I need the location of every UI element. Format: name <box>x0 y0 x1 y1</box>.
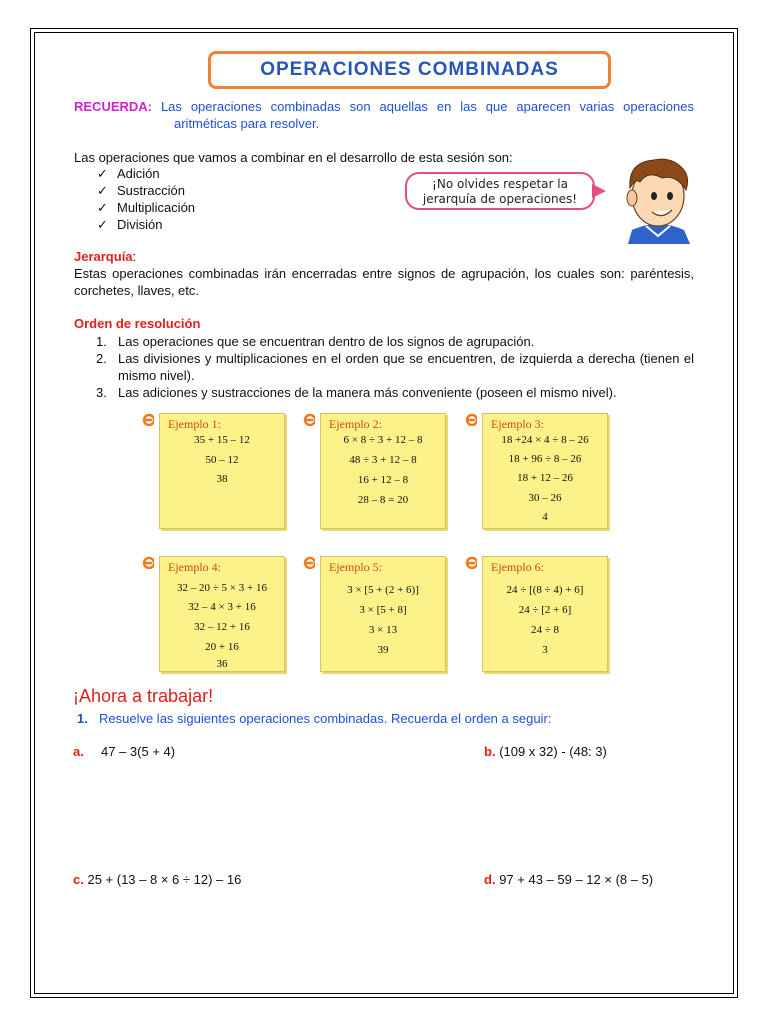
recuerda-block <box>74 98 694 132</box>
jerarquia-heading: Jerarquía: <box>74 249 137 264</box>
example-card-6: Ejemplo 6: 24 ÷ [(8 ÷ 4) + 6] 24 ÷ [2 + 6] 24 ÷ 8 3 <box>482 556 608 672</box>
ring-icon <box>459 413 477 427</box>
bubble-tail <box>592 184 606 198</box>
list-item: ✓ División <box>97 217 163 232</box>
list-item: 3. Las adiciones y sustracciones de la manera más conveniente (poseen el mismo nivel). <box>96 385 617 400</box>
orden-heading: Orden de resolución <box>74 316 201 331</box>
list-item: ✓ Adición <box>97 166 160 181</box>
list-item: ✓ Multiplicación <box>97 200 196 215</box>
operations-list <box>97 165 195 233</box>
list-item: ✓ Sustracción <box>97 183 185 198</box>
ring-icon <box>136 556 154 570</box>
orden-list <box>96 333 694 401</box>
example-card-4: Ejemplo 4: 32 – 20 ÷ 5 × 3 + 16 32 – 4 × 3 + 16 32 – 12 + 16 20 + 16 36 <box>159 556 285 672</box>
list-item: 1. Las operaciones que se encuentran dentro de los signos de agrupación. <box>96 334 535 349</box>
title-box <box>208 51 611 89</box>
jerarquia-text: Estas operaciones combinadas irán encerradas entre signos de agrupación, los cuales son: paréntesis, corchetes, llaves, etc. <box>74 266 694 298</box>
recuerda-text-2: aritméticas para resolver. <box>174 116 320 131</box>
problem-c: c. 25 + (13 – 8 × 6 ÷ 12) – 16 <box>73 872 242 887</box>
problem-d: d. 97 + 43 – 59 – 12 × (8 – 5) <box>484 872 654 887</box>
example-card-5: Ejemplo 5: 3 × [5 + (2 + 6)] 3 × [5 + 8] 3 × 13 39 <box>320 556 446 672</box>
speech-bubble: ¡No olvides respetar la jerarquía de operaciones! <box>405 172 595 210</box>
problem-a: a. 47 – 3(5 + 4) <box>73 744 176 759</box>
intro-text: Las operaciones que vamos a combinar en el desarrollo de esta sesión son: <box>74 150 513 165</box>
page-title: OPERACIONES COMBINADAS <box>260 59 559 80</box>
ahora-heading: ¡Ahora a trabajar! <box>73 686 214 706</box>
ring-icon <box>297 556 315 570</box>
example-card-2: Ejemplo 2: 6 × 8 ÷ 3 + 12 – 8 48 ÷ 3 + 12 – 8 16 + 12 – 8 28 – 8 = 20 <box>320 413 446 529</box>
boy-illustration <box>610 148 706 244</box>
list-item: 2. Las divisiones y multiplicaciones en el orden que se encuentren, de izquierda a derecha (tienen el mismo nivel). <box>96 351 694 383</box>
ring-icon <box>459 556 477 570</box>
example-card-1: Ejemplo 1: 35 + 15 – 12 50 – 12 38 <box>159 413 285 529</box>
instruction: 1. Resuelve las siguientes operaciones combinadas. Recuerda el orden a seguir: <box>77 711 552 726</box>
recuerda-text-1: Las operaciones combinadas son aquellas en las que aparecen varias operaciones <box>160 99 694 114</box>
example-card-3: Ejemplo 3: 18 +24 × 4 ÷ 8 – 26 18 + 96 ÷ 8 – 26 18 + 12 – 26 30 – 26 4 <box>482 413 608 529</box>
ring-icon <box>136 413 154 427</box>
ring-icon <box>297 413 315 427</box>
recuerda-label: RECUERDA: <box>74 99 152 114</box>
problem-b: b. (109 x 32) - (48: 3) <box>484 744 607 759</box>
